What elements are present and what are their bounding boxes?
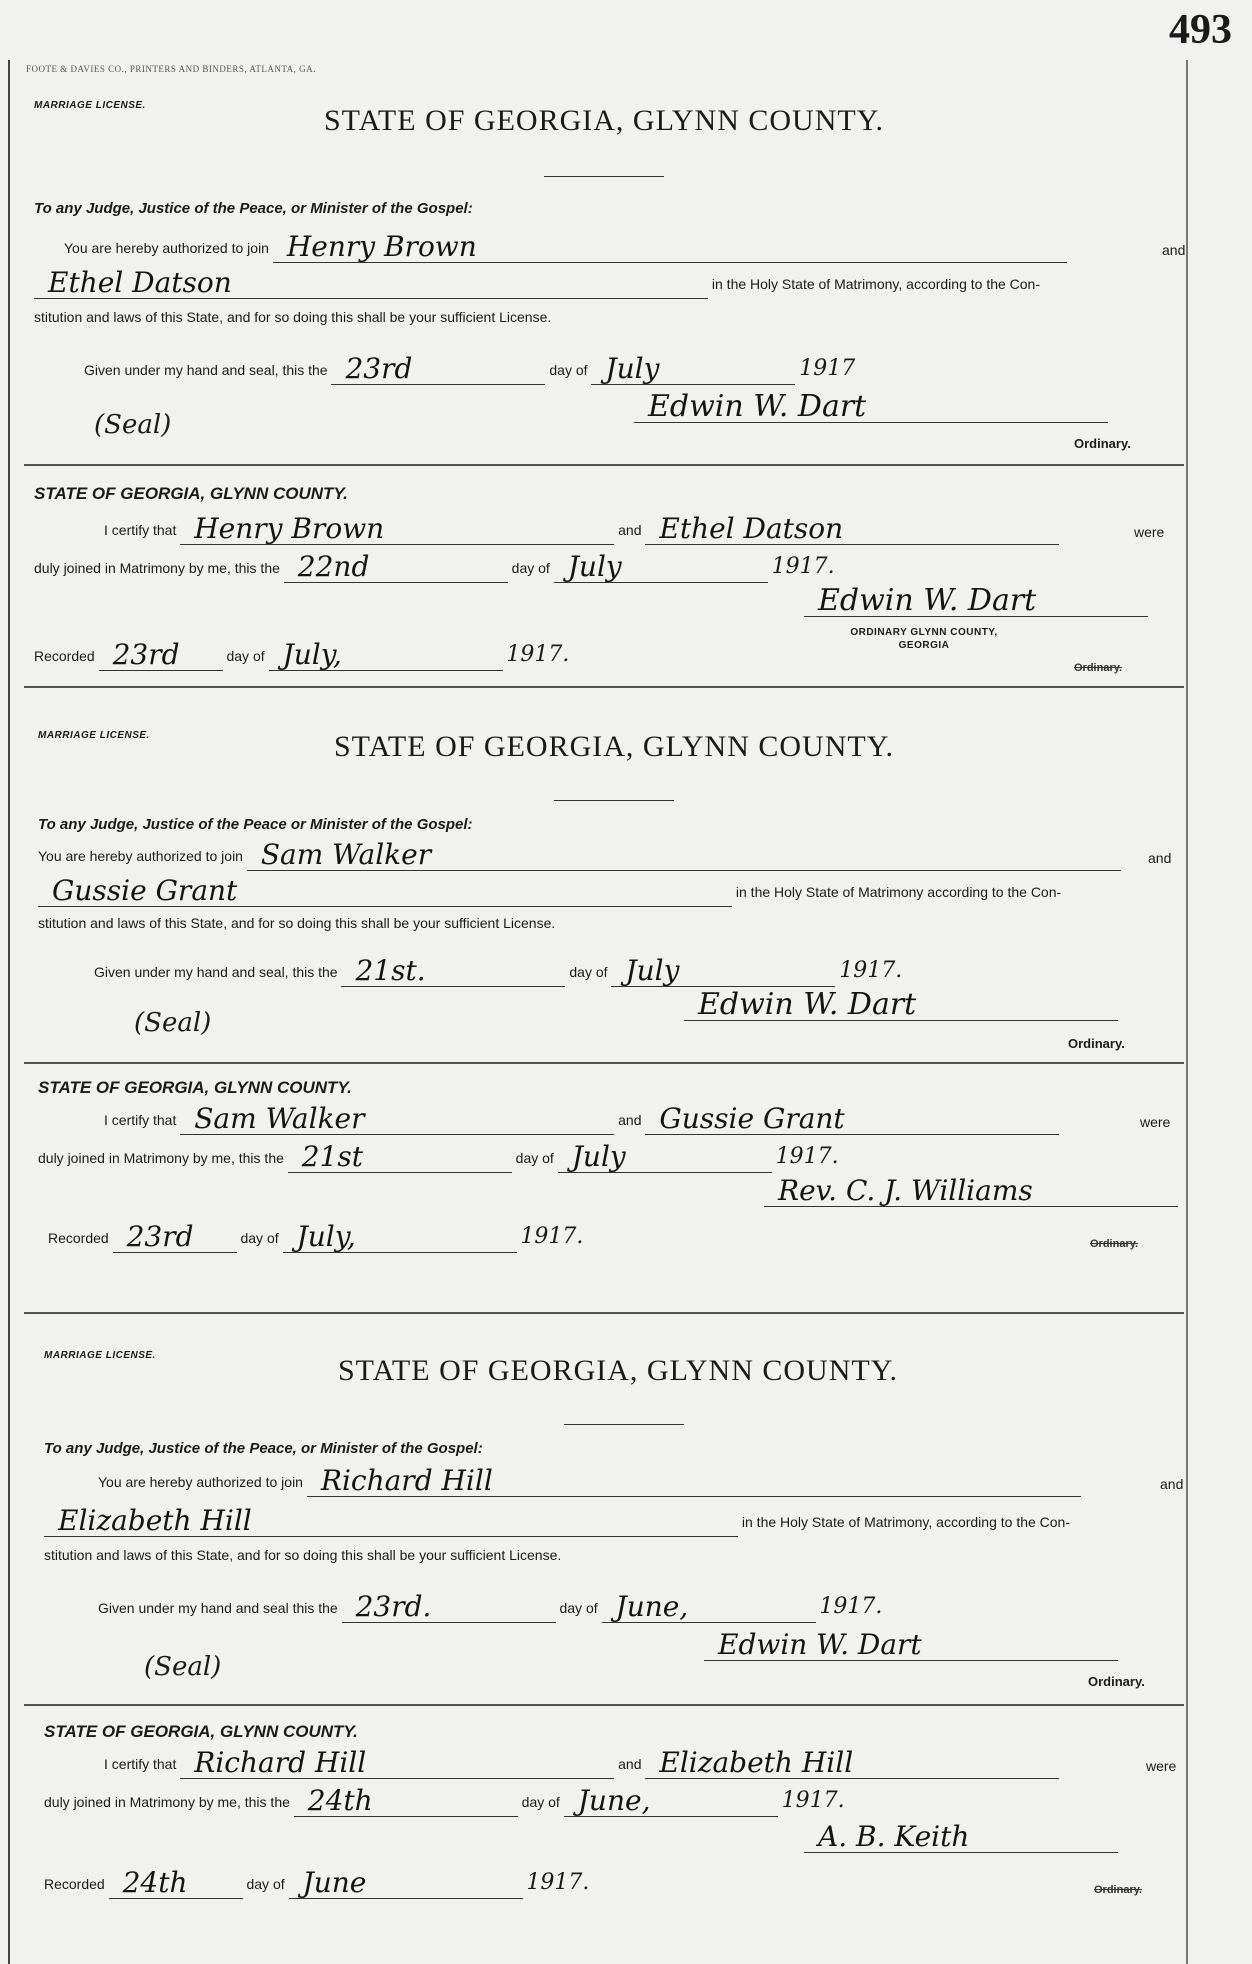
section-divider bbox=[24, 1704, 1184, 1706]
seal-mark: (Seal) bbox=[94, 410, 172, 440]
day-of-text: day of bbox=[515, 1150, 554, 1166]
record-divider bbox=[24, 1312, 1184, 1314]
certify-line bbox=[104, 514, 1059, 544]
given-day: 23rd. bbox=[342, 1592, 556, 1623]
joined-year: 1917. bbox=[771, 554, 835, 579]
officiant-signature: A. B. Keith bbox=[804, 1822, 1118, 1853]
left-margin-rule bbox=[8, 60, 10, 1964]
day-of-text: day of bbox=[511, 560, 550, 576]
joined-text: duly joined in Matrimony by me, this the bbox=[34, 560, 280, 576]
certified-groom: Richard Hill bbox=[180, 1748, 614, 1779]
address-line: To any Judge, Justice of the Peace, or Minister of the Gospel: bbox=[34, 200, 473, 217]
given-day: 21st. bbox=[341, 956, 565, 987]
given-line bbox=[98, 1592, 882, 1622]
given-text: Given under my hand and seal, this the bbox=[84, 362, 328, 378]
holy-state-text: in the Holy State of Matrimony, according to the Con- bbox=[741, 1514, 1071, 1530]
joined-day: 22nd bbox=[284, 552, 508, 583]
certify-line bbox=[104, 1104, 1059, 1134]
record-title: STATE OF GEORGIA, GLYNN COUNTY. bbox=[323, 104, 885, 137]
certified-groom: Henry Brown bbox=[180, 514, 614, 545]
marriage-record-1 bbox=[24, 92, 1184, 692]
ordinary-end: Ordinary. bbox=[1074, 662, 1123, 674]
given-year: 1917. bbox=[819, 1594, 883, 1619]
constitution-text: stitution and laws of this State, and for so doing this shall be your sufficient License. bbox=[34, 309, 552, 325]
constitution-text: stitution and laws of this State, and for so doing this shall be your sufficient License. bbox=[38, 915, 556, 931]
joined-day: 21st bbox=[288, 1142, 512, 1173]
and-word: and bbox=[1148, 850, 1172, 866]
recorded-line bbox=[44, 1868, 589, 1898]
recorded-month: June bbox=[289, 1868, 523, 1899]
joined-year: 1917. bbox=[781, 1788, 845, 1813]
recorded-year: 1917. bbox=[506, 642, 570, 667]
groom-name: Henry Brown bbox=[273, 232, 1067, 263]
license-label: MARRIAGE LICENSE. bbox=[34, 100, 146, 111]
ordinary-label: Ordinary. bbox=[1074, 436, 1131, 451]
recorded-year: 1917. bbox=[526, 1870, 590, 1895]
ordinary-signature: Edwin W. Dart bbox=[634, 392, 1108, 423]
license-label: MARRIAGE LICENSE. bbox=[44, 1350, 156, 1361]
joined-text: duly joined in Matrimony by me, this the bbox=[44, 1794, 290, 1810]
bride-name: Ethel Datson bbox=[34, 268, 708, 299]
bride-line bbox=[44, 1506, 1070, 1536]
certify-text: I certify that bbox=[104, 1112, 177, 1128]
address-line: To any Judge, Justice of the Peace, or Minister of the Gospel: bbox=[44, 1440, 483, 1457]
certified-bride: Gussie Grant bbox=[645, 1104, 1059, 1135]
recorded-day: 24th bbox=[109, 1868, 243, 1899]
recorded-label: Recorded bbox=[44, 1876, 105, 1892]
stamp-line-1: ORDINARY GLYNN COUNTY, bbox=[850, 627, 998, 638]
day-of-text: day of bbox=[559, 1600, 598, 1616]
page-number: 493 bbox=[1169, 7, 1232, 53]
authorize-line bbox=[98, 1466, 1081, 1496]
officiant-signature: Edwin W. Dart bbox=[804, 586, 1148, 617]
ordinary-end: Ordinary. bbox=[1090, 1238, 1139, 1250]
seal-mark: (Seal) bbox=[144, 1652, 222, 1682]
given-line bbox=[94, 956, 902, 986]
joined-line bbox=[38, 1142, 839, 1172]
marriage-record-2 bbox=[24, 700, 1184, 1320]
given-month: July bbox=[591, 354, 795, 385]
day-of-text: day of bbox=[549, 362, 588, 378]
certify-text: I certify that bbox=[104, 1756, 177, 1772]
and-word: and bbox=[1162, 242, 1186, 258]
stamp-line-2: GEORGIA bbox=[898, 640, 950, 651]
recorded-day: 23rd bbox=[99, 640, 223, 671]
certify-line bbox=[104, 1748, 1059, 1778]
ordinary-stamp bbox=[794, 626, 1054, 652]
recorded-month: July, bbox=[269, 640, 503, 671]
authorize-line bbox=[38, 840, 1121, 870]
recorded-line bbox=[48, 1222, 583, 1252]
recorded-year: 1917. bbox=[520, 1224, 584, 1249]
license-label: MARRIAGE LICENSE. bbox=[38, 730, 150, 741]
bride-line bbox=[38, 876, 1061, 906]
given-text: Given under my hand and seal this the bbox=[98, 1600, 338, 1616]
ordinary-signature: Edwin W. Dart bbox=[684, 990, 1118, 1021]
given-month: July bbox=[611, 956, 835, 987]
were-word: were bbox=[1146, 1758, 1177, 1774]
title-rule bbox=[544, 176, 664, 177]
given-year: 1917. bbox=[839, 958, 903, 983]
day-of-text: day of bbox=[226, 648, 265, 664]
authorized-text: You are hereby authorized to join bbox=[38, 848, 243, 864]
recorded-month: July, bbox=[283, 1222, 517, 1253]
given-month: June, bbox=[602, 1592, 816, 1623]
joined-line bbox=[34, 552, 835, 582]
joined-month: June, bbox=[564, 1786, 778, 1817]
right-margin-rule bbox=[1186, 60, 1188, 1964]
title-rule bbox=[564, 1424, 684, 1425]
joined-day: 24th bbox=[294, 1786, 518, 1817]
seal-mark: (Seal) bbox=[134, 1008, 212, 1038]
given-day: 23rd bbox=[331, 354, 545, 385]
certify-text: I certify that bbox=[104, 522, 177, 538]
day-of-text: day of bbox=[240, 1230, 279, 1246]
ordinary-signature: Edwin W. Dart bbox=[704, 1630, 1118, 1661]
printer-imprint: FOOTE & DAVIES CO., PRINTERS AND BINDERS, ATLANTA, GA. bbox=[26, 64, 316, 74]
given-year: 1917 bbox=[799, 356, 856, 381]
joined-text: duly joined in Matrimony by me, this the bbox=[38, 1150, 284, 1166]
day-of-text: day of bbox=[569, 964, 608, 980]
ordinary-label: Ordinary. bbox=[1088, 1674, 1145, 1689]
authorized-text: You are hereby authorized to join bbox=[98, 1474, 303, 1490]
record-divider bbox=[24, 686, 1184, 688]
section-divider bbox=[24, 464, 1184, 466]
holy-state-text: in the Holy State of Matrimony, according to the Con- bbox=[711, 276, 1041, 292]
certified-groom: Sam Walker bbox=[180, 1104, 614, 1135]
given-line bbox=[84, 354, 855, 384]
joined-month: July bbox=[554, 552, 768, 583]
authorize-line bbox=[64, 232, 1067, 262]
joined-year: 1917. bbox=[775, 1144, 839, 1169]
bride-name: Elizabeth Hill bbox=[44, 1506, 738, 1537]
and-word: and bbox=[1160, 1476, 1184, 1492]
recorded-line bbox=[34, 640, 569, 670]
recorded-label: Recorded bbox=[48, 1230, 109, 1246]
joined-month: July bbox=[558, 1142, 772, 1173]
record-title: STATE OF GEORGIA, GLYNN COUNTY. bbox=[333, 730, 895, 763]
certified-bride: Ethel Datson bbox=[645, 514, 1059, 545]
address-line: To any Judge, Justice of the Peace or Minister of the Gospel: bbox=[38, 816, 473, 833]
certificate-title: STATE OF GEORGIA, GLYNN COUNTY. bbox=[34, 484, 348, 503]
ordinary-end: Ordinary. bbox=[1094, 1884, 1143, 1896]
certificate-title: STATE OF GEORGIA, GLYNN COUNTY. bbox=[38, 1078, 352, 1097]
and-word: and bbox=[618, 1112, 642, 1128]
recorded-day: 23rd bbox=[113, 1222, 237, 1253]
section-divider bbox=[24, 1062, 1184, 1064]
constitution-text: stitution and laws of this State, and for so doing this shall be your sufficient License. bbox=[44, 1547, 562, 1563]
marriage-record-3 bbox=[24, 1330, 1184, 1950]
title-rule bbox=[554, 800, 674, 801]
recorded-label: Recorded bbox=[34, 648, 95, 664]
were-word: were bbox=[1134, 524, 1165, 540]
given-text: Given under my hand and seal, this the bbox=[94, 964, 338, 980]
groom-name: Sam Walker bbox=[247, 840, 1121, 871]
certified-bride: Elizabeth Hill bbox=[645, 1748, 1059, 1779]
officiant-signature: Rev. C. J. Williams bbox=[764, 1176, 1178, 1207]
certificate-title: STATE OF GEORGIA, GLYNN COUNTY. bbox=[44, 1722, 358, 1741]
were-word: were bbox=[1140, 1114, 1171, 1130]
groom-name: Richard Hill bbox=[307, 1466, 1081, 1497]
authorized-text: You are hereby authorized to join bbox=[64, 240, 269, 256]
and-word: and bbox=[618, 1756, 642, 1772]
day-of-text: day of bbox=[521, 1794, 560, 1810]
bride-line bbox=[34, 268, 1040, 298]
day-of-text: day of bbox=[246, 1876, 285, 1892]
and-word: and bbox=[618, 522, 642, 538]
record-title: STATE OF GEORGIA, GLYNN COUNTY. bbox=[337, 1354, 899, 1387]
ordinary-label: Ordinary. bbox=[1068, 1036, 1125, 1051]
joined-line bbox=[44, 1786, 845, 1816]
holy-state-text: in the Holy State of Matrimony according to the Con- bbox=[735, 884, 1062, 900]
bride-name: Gussie Grant bbox=[38, 876, 732, 907]
